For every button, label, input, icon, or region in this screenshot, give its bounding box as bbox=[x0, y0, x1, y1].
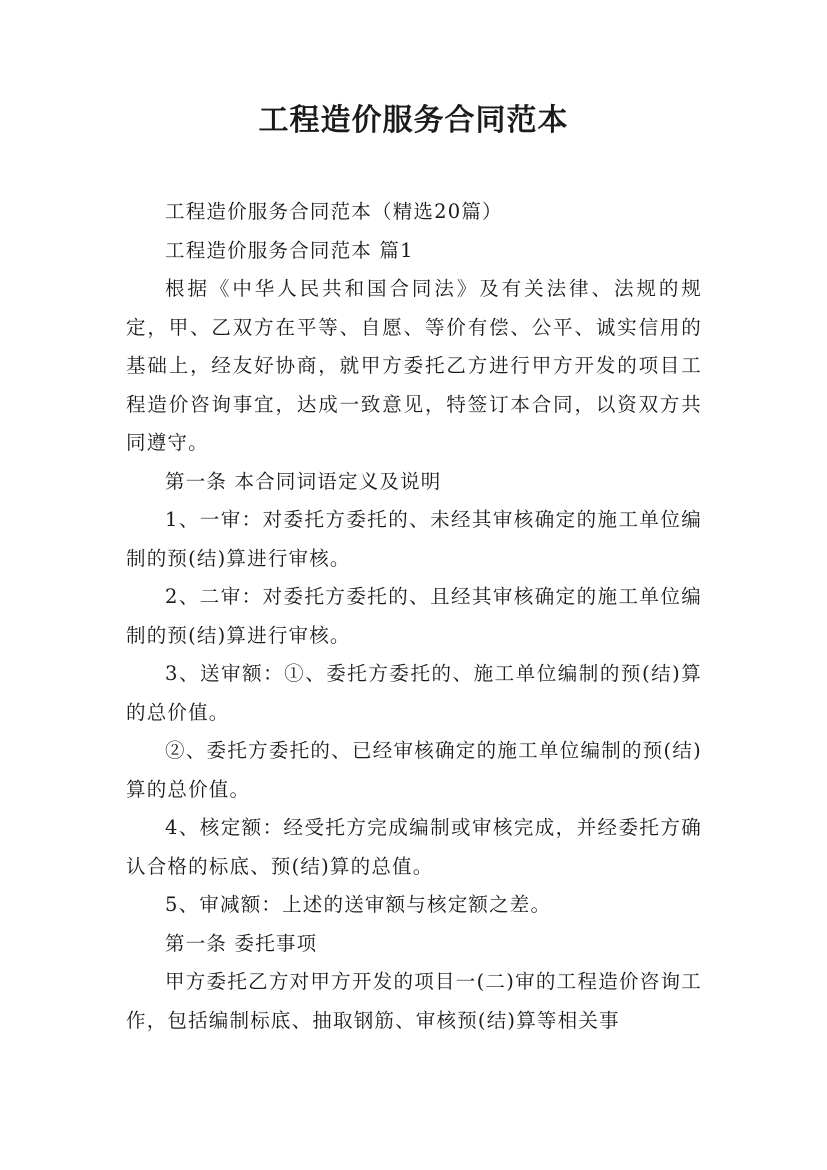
paragraph-definition-3b: ②、委托方委托的、已经审核确定的施工单位编制的预(结)算的总价值。 bbox=[126, 739, 702, 801]
document-title: 工程造价服务合同范本 bbox=[258, 103, 569, 138]
paragraph-definition-4: 4、核定额：经受托方完成编制或审核完成，并经委托方确认合格的标底、预(结)算的总值。 bbox=[126, 816, 702, 878]
paragraph-subtitle: 工程造价服务合同范本（精选20篇） bbox=[165, 200, 503, 223]
document-body bbox=[126, 193, 702, 1040]
paragraph-definition-3: 3、送审额：①、委托方委托的、施工单位编制的预(结)算的总价值。 bbox=[126, 662, 702, 724]
paragraph-section-heading: 工程造价服务合同范本 篇1 bbox=[165, 238, 414, 262]
paragraph-definition-2: 2、二审：对委托方委托的、且经其审核确定的施工单位编制的预(结)算进行审核。 bbox=[126, 585, 702, 647]
paragraph-article-heading-entrustment: 第一条 委托事项 bbox=[165, 931, 318, 955]
paragraph-definition-5: 5、审减额：上述的送审额与核定额之差。 bbox=[165, 893, 552, 916]
paragraph-preamble: 根据《中华人民共和国合同法》及有关法律、法规的规定，甲、乙双方在平等、自愿、等价有偿、公平、诚实信用的基础上，经友好协商，就甲方委托乙方进行甲方开发的项目工程造价咨询事宜，达成一致意见，特签订本合同，以资双方共同遵守。 bbox=[126, 277, 702, 454]
paragraph-article-1-heading: 第一条 本合同词语定义及说明 bbox=[165, 469, 442, 493]
paragraph-entrustment: 甲方委托乙方对甲方开发的项目一(二)审的工程造价咨询工作，包括编制标底、抽取钢筋、审核预(结)算等相关事 bbox=[126, 970, 702, 1032]
paragraph-definition-1: 1、一审：对委托方委托的、未经其审核确定的施工单位编制的预(结)算进行审核。 bbox=[126, 508, 702, 570]
